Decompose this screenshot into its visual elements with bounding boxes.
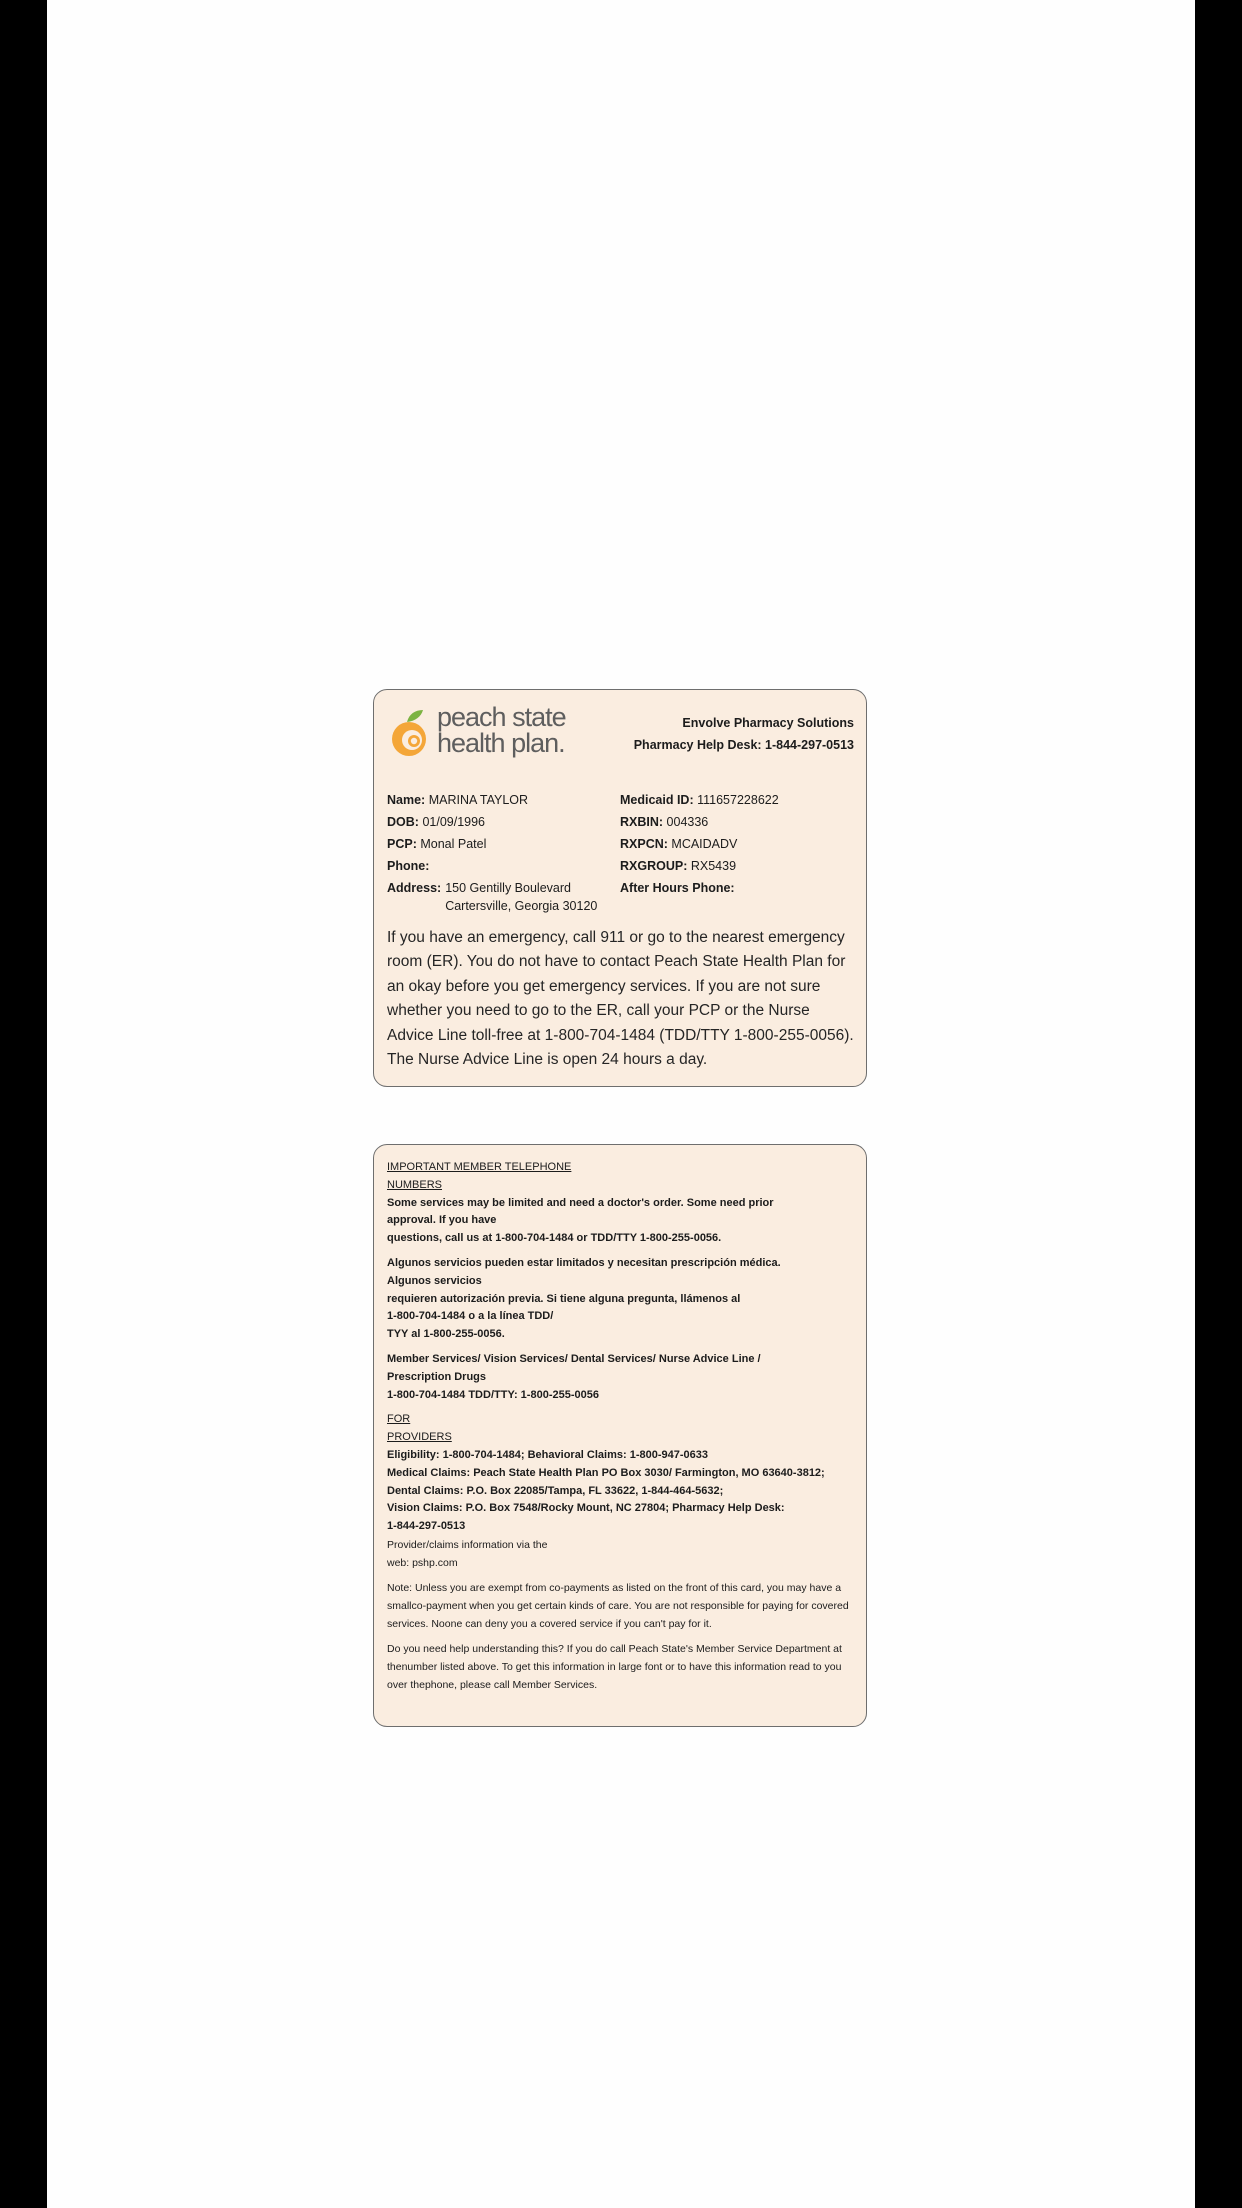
medicaid-label: Medicaid ID:: [620, 793, 694, 807]
providers-heading-2: PROVIDERS: [387, 1431, 452, 1444]
pcp-value: Monal Patel: [420, 837, 487, 851]
provider-web-2: web: pshp.com: [387, 1556, 458, 1569]
member-info: [387, 789, 617, 915]
pharmacy-ids: [620, 789, 856, 899]
address-line-2: Cartersville, Georgia 30120: [445, 899, 598, 913]
providers-heading-1: FOR: [387, 1413, 411, 1426]
telephone-heading-2: NUMBERS: [387, 1178, 443, 1191]
rxpcn-row: [620, 833, 856, 855]
english-notice-1: Some services may be limited and need a doctor's order. Some need prior: [387, 1196, 774, 1209]
rxpcn-label: RXPCN:: [620, 837, 668, 851]
dob-row: [387, 811, 617, 833]
page-background: [47, 0, 1195, 2208]
member-services-phone: 1-800-704-1484 TDD/TTY: 1-800-255-0056: [387, 1388, 599, 1401]
english-notice-3: questions, call us at 1-800-704-1484 or TDD/TTY 1-800-255-0056.: [387, 1232, 722, 1245]
rxgroup-row: [620, 855, 856, 877]
spanish-notice-5: TYY al 1-800-255-0056.: [387, 1328, 505, 1341]
emergency-notice: If you have an emergency, call 911 or go to the nearest emergency room (ER). You do not have to contact Peach State Health Plan for an okay before you get emergency services. If you are not sure whether you need to go to the ER, call your PCP or the Nurse Advice Line toll-free at 1-800-704-1484 (TDD/TTY 1-800-255-0056). The Nurse Advice Line is open 24 hours a day.: [387, 929, 854, 1069]
pharmacy-help-line: 1-844-297-0513: [387, 1520, 466, 1533]
rxbin-value: 004336: [666, 815, 709, 829]
pharmacy-help-desk: Pharmacy Help Desk: 1-844-297-0513: [633, 738, 854, 752]
rxbin-row: [620, 811, 856, 833]
spanish-notice-4: 1-800-704-1484 o a la línea TDD/: [387, 1310, 554, 1323]
provider-web-1: Provider/claims information via the: [387, 1538, 548, 1551]
address-row: [387, 877, 617, 915]
peach-icon: [387, 708, 433, 758]
pcp-label: PCP:: [387, 837, 417, 851]
member-name: MARINA TAYLOR: [428, 793, 529, 807]
address-line-1: 150 Gentilly Boulevard: [445, 881, 571, 895]
dental-claims-line: Dental Claims: P.O. Box 22085/Tampa, FL 33622, 1-844-464-5632;: [387, 1484, 724, 1497]
after-hours-label: After Hours Phone:: [620, 881, 735, 895]
pcp-row: [387, 833, 617, 855]
spanish-notice-2: Algunos servicios: [387, 1274, 482, 1287]
phone-row: [387, 855, 617, 877]
member-services-2: Prescription Drugs: [387, 1370, 487, 1383]
dob-value: 01/09/1996: [422, 815, 485, 829]
rxbin-label: RXBIN:: [620, 815, 664, 829]
dob-label: DOB:: [387, 815, 419, 829]
peach-state-logo: [387, 704, 567, 760]
phone-label: Phone:: [387, 859, 430, 873]
member-services-1: Member Services/ Vision Services/ Dental Services/ Nurse Advice Line /: [387, 1352, 761, 1365]
pharmacy-name: Envolve Pharmacy Solutions: [682, 716, 854, 730]
medical-claims-line: Medical Claims: Peach State Health Plan PO Box 3030/ Farmington, MO 63640-3812;: [387, 1466, 825, 1479]
logo-line-2: health plan.: [437, 728, 565, 758]
english-notice-2: approval. If you have: [387, 1214, 497, 1227]
member-name-row: [387, 789, 617, 811]
rxpcn-value: MCAIDADV: [671, 837, 738, 851]
spanish-notice-1: Algunos servicios pueden estar limitados y necesitan prescripción médica.: [387, 1256, 781, 1269]
medicaid-id: 111657228622: [697, 793, 779, 807]
id-card-front: [373, 689, 867, 1087]
rxgroup-value: RX5439: [690, 859, 737, 873]
telephone-heading-1: IMPORTANT MEMBER TELEPHONE: [387, 1161, 572, 1173]
id-card-back: [373, 1144, 867, 1727]
vision-claims-line: Vision Claims: P.O. Box 7548/Rocky Mount, NC 27804; Pharmacy Help Desk:: [387, 1502, 785, 1515]
after-hours-row: [620, 877, 856, 899]
eligibility-line: Eligibility: 1-800-704-1484; Behavioral Claims: 1-800-947-0633: [387, 1448, 708, 1461]
address-label: Address:: [387, 881, 442, 895]
pharmacy-info: [634, 712, 854, 756]
logo-line-1: peach state: [437, 702, 566, 732]
help-notice: Do you need help understanding this? If you do call Peach State's Member Service Department at thenumber listed above. To get this information in large font or to have this information read to you over thephone, please call Member Services.: [387, 1642, 842, 1691]
copayment-note: Note: Unless you are exempt from co-payments as listed on the front of this card, you may have a smallco-payment when you get certain kinds of care. You are not responsible for paying for covered services. Noone can deny you a covered service if you can't pay for it.: [387, 1581, 849, 1630]
name-label: Name:: [387, 793, 426, 807]
spanish-notice-3: requieren autorización previa. Si tiene alguna pregunta, llámenos al: [387, 1292, 741, 1305]
rxgroup-label: RXGROUP:: [620, 859, 688, 873]
medicaid-row: [620, 789, 856, 811]
